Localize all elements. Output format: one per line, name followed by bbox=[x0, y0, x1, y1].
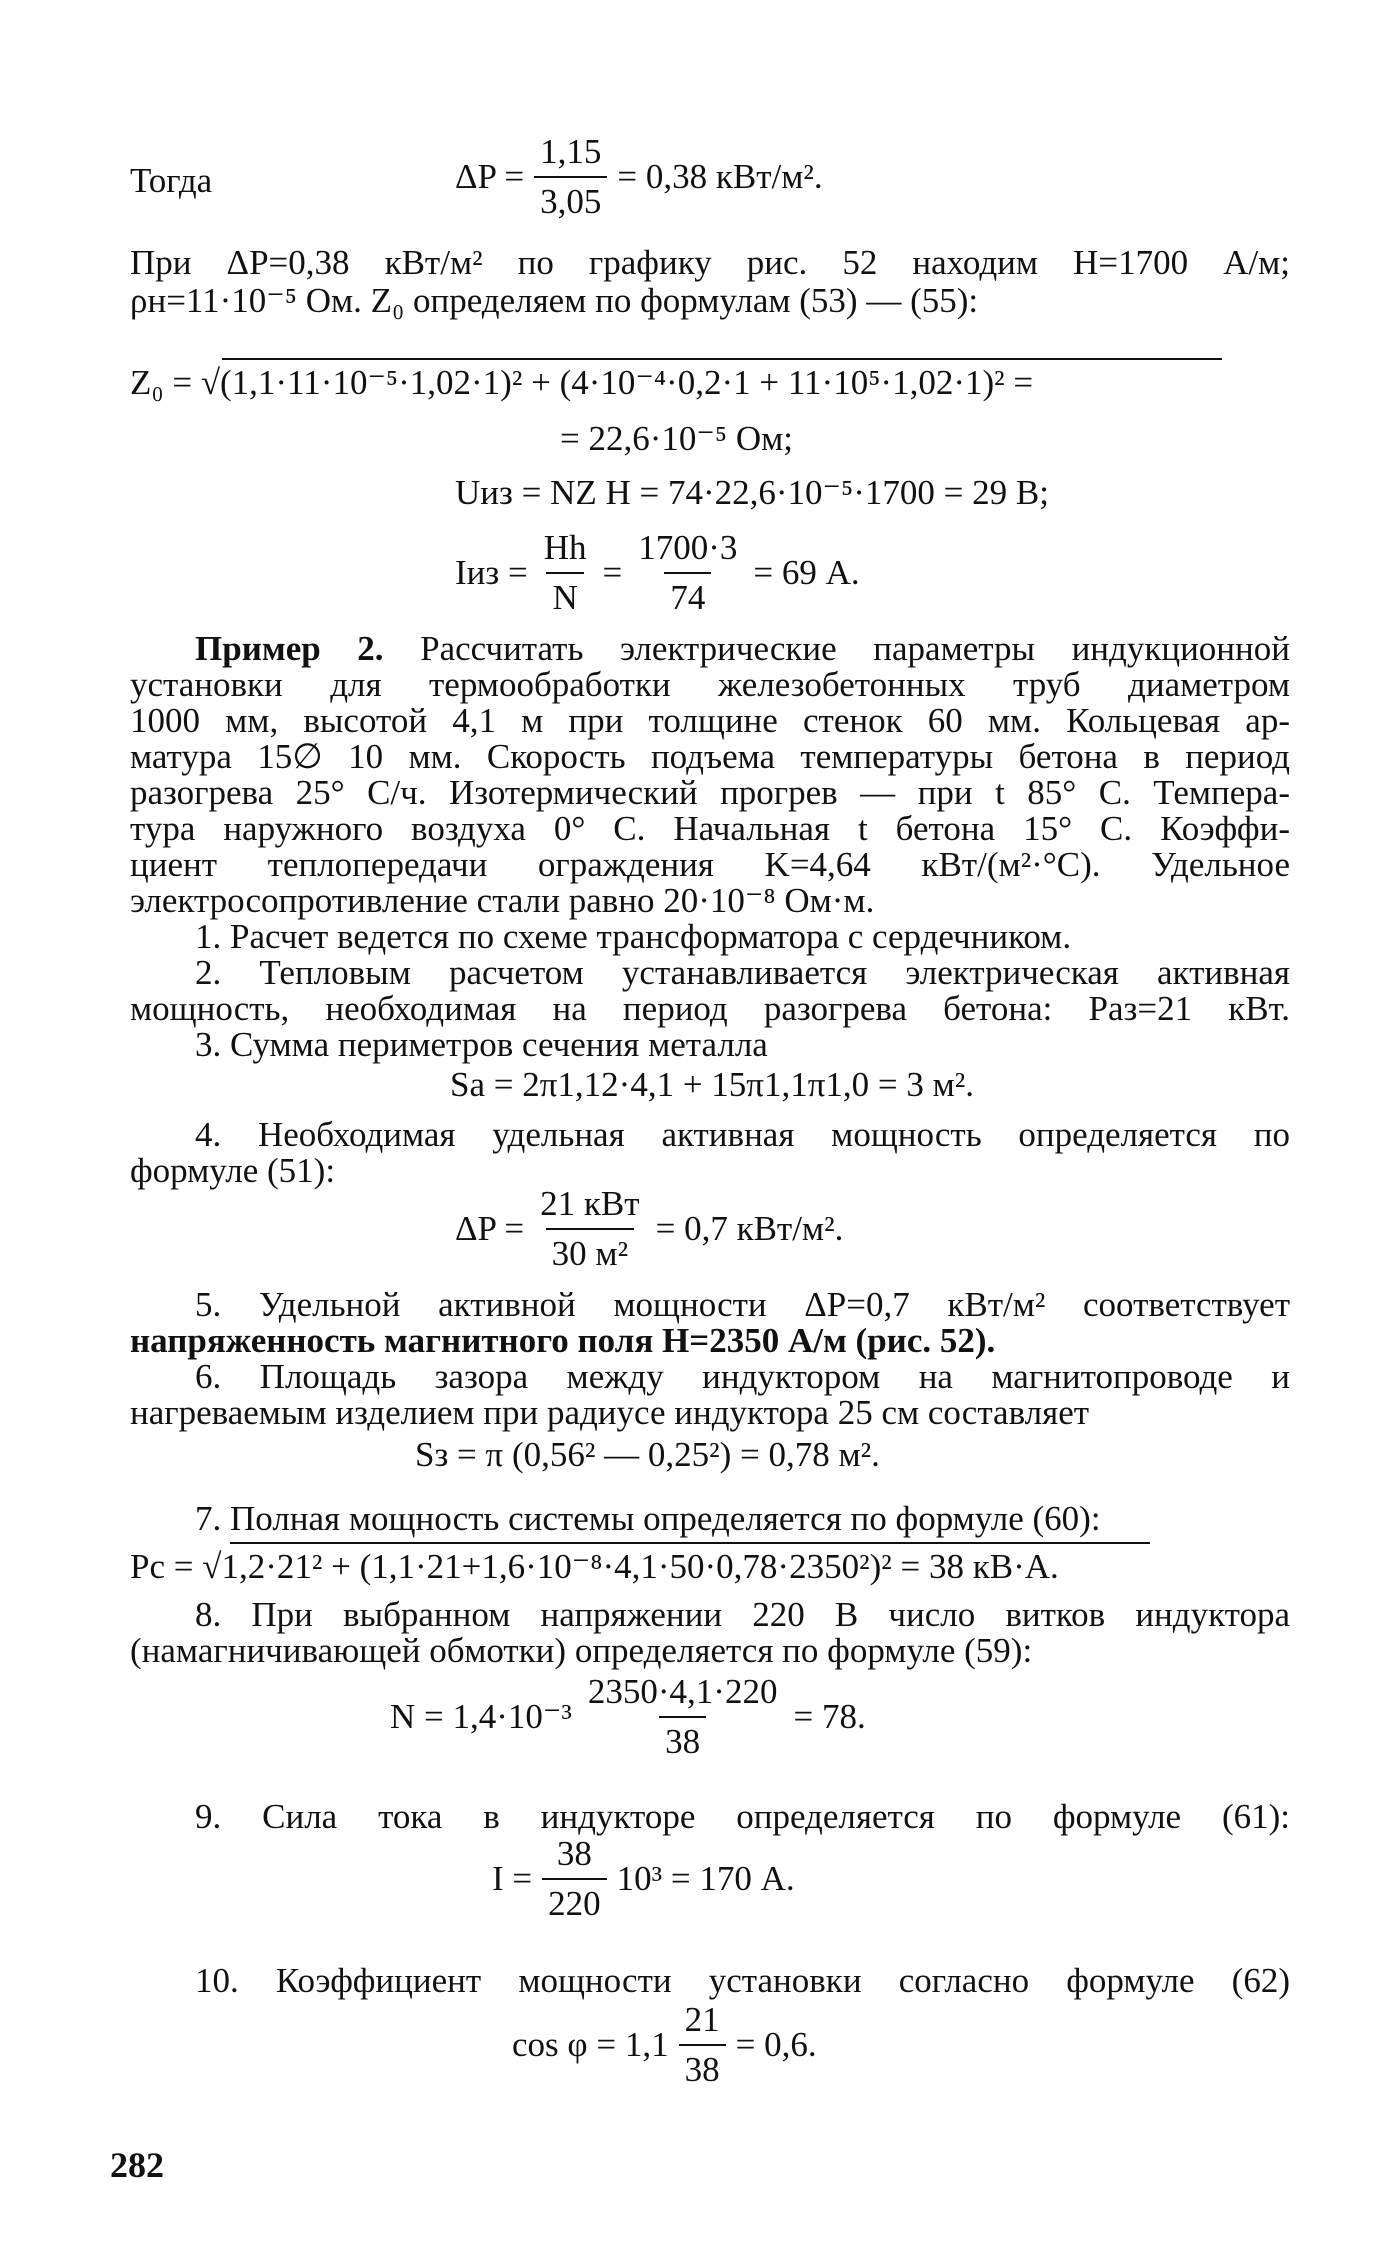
sqrt-overline-z0 bbox=[222, 358, 1222, 360]
eq-iiz-fraction-2 bbox=[632, 528, 743, 618]
eq-cos-rhs: = 0,6. bbox=[735, 2025, 817, 2064]
eq-cos-lhs: cos φ = 1,1 bbox=[512, 2025, 669, 2064]
eq-dp2 bbox=[455, 1184, 843, 1274]
eq-n-num: 2350·4,1·220 bbox=[587, 1672, 778, 1711]
eq-dp1-den: 3,05 bbox=[534, 176, 607, 222]
eq-sa: Sa = 2π1,12·4,1 + 15π1,1π1,0 = 3 м². bbox=[450, 1065, 975, 1104]
example2-line-6: тура наружного воздуха 0° С. Начальная t бетона 15° С. Коэффи- bbox=[130, 809, 1290, 848]
para1-line-1: При ΔP=0,38 кВт/м² по графику рис. 52 находим H=1700 А/м; bbox=[130, 243, 1290, 282]
step-2-line-2: мощность, необходимая на период разогрева бетона: Pаз=21 кВт. bbox=[130, 989, 1290, 1028]
example2-line-5: разогрева 25° С/ч. Изотермический прогрев — при t 85° С. Темпера- bbox=[130, 773, 1290, 812]
example2-line-7: циент теплопередачи ограждения K=4,64 кВт/(м²·°С). Удельное bbox=[130, 845, 1290, 884]
eq-cos-den: 38 bbox=[679, 2044, 726, 2090]
eq-z0-line-2: = 22,6·10⁻⁵ Ом; bbox=[560, 419, 793, 458]
eq-dp1-fraction bbox=[534, 132, 607, 222]
eq-i-den: 220 bbox=[542, 1878, 607, 1924]
eq-dp1-lead: Тогда bbox=[130, 161, 213, 200]
eq-dp2-den: 30 м² bbox=[546, 1228, 634, 1274]
eq-dp2-num: 21 кВт bbox=[540, 1184, 640, 1223]
eq-dp2-lhs: ΔP = bbox=[455, 1209, 525, 1248]
example2-line-2: установки для термообработки железобетонных труб диаметром bbox=[130, 665, 1290, 704]
eq-iiz-num2: 1700·3 bbox=[638, 528, 738, 567]
eq-dp1-lhs: ΔP = bbox=[455, 157, 525, 196]
step-10: 10. Коэффициент мощности установки согласно формуле (62) bbox=[195, 1961, 1290, 2000]
step-5-line-2: напряженность магнитного поля H=2350 А/м (рис. 52). bbox=[130, 1321, 996, 1360]
step-6-line-1: 6. Площадь зазора между индуктором на магнитопроводе и bbox=[195, 1357, 1290, 1396]
eq-cos-fraction bbox=[679, 2000, 726, 2090]
eq-iiz bbox=[455, 528, 860, 618]
eq-i-fraction bbox=[542, 1834, 607, 1924]
step-4-line-2: формуле (51): bbox=[130, 1151, 336, 1190]
step-8-line-1: 8. При выбранном напряжении 220 В число витков индуктора bbox=[195, 1595, 1290, 1634]
step-4-line-1: 4. Необходимая удельная активная мощность определяется по bbox=[195, 1115, 1290, 1154]
example2-line-8: электросопротивление стали равно 20·10⁻⁸ Ом·м. bbox=[130, 881, 875, 920]
eq-iiz-mid: = bbox=[602, 553, 623, 592]
step-5-line-1: 5. Удельной активной мощности ΔP=0,7 кВт/м² соответствует bbox=[195, 1285, 1290, 1324]
eq-dp1-rhs: = 0,38 кВт/м². bbox=[617, 157, 823, 196]
para1-line-2: ρн=11·10⁻⁵ Ом. Z₀ определяем по формулам (53) — (55): bbox=[130, 281, 979, 320]
example2-title: Пример 2. bbox=[195, 629, 384, 668]
step-8-line-2: (намагничивающей обмотки) определяется по формуле (59): bbox=[130, 1631, 1033, 1670]
eq-i-rhs: 10³ = 170 А. bbox=[616, 1859, 795, 1898]
eq-iiz-fraction-1 bbox=[538, 528, 593, 618]
eq-dp2-rhs: = 0,7 кВт/м². bbox=[655, 1209, 844, 1248]
eq-iiz-num1: Hh bbox=[543, 528, 587, 567]
eq-cos bbox=[512, 2000, 817, 2090]
eq-n-lhs: N = 1,4·10⁻³ bbox=[390, 1697, 572, 1736]
eq-iiz-rhs: = 69 А. bbox=[753, 553, 860, 592]
eq-n-fraction bbox=[582, 1672, 784, 1762]
eq-dp2-fraction bbox=[534, 1184, 645, 1274]
example2-line-4: матура 15∅ 10 мм. Скорость подъема температуры бетона в период bbox=[130, 737, 1290, 776]
eq-z0-line-1: Z₀ = √(1,1·11·10⁻⁵·1,02·1)² + (4·10⁻⁴·0,2·1 + 11·10⁵·1,02·1)² = bbox=[130, 363, 1034, 402]
eq-iiz-lhs: Iиз = bbox=[455, 553, 528, 592]
eq-s3: Sз = π (0,56² — 0,25²) = 0,78 м². bbox=[415, 1435, 880, 1474]
example2-line-3: 1000 мм, высотой 4,1 м при толщине стенок 60 мм. Кольцевая ар- bbox=[130, 701, 1290, 740]
eq-cos-num: 21 bbox=[684, 2000, 720, 2039]
eq-pc: Pс = √1,2·21² + (1,1·21+1,6·10⁻⁸·4,1·50·0,78·2350²)² = 38 кВ·А. bbox=[130, 1547, 1059, 1586]
eq-iiz-den2: 74 bbox=[664, 572, 711, 618]
step-9: 9. Сила тока в индукторе определяется по формуле (61): bbox=[195, 1797, 1290, 1836]
eq-iiz-den1: N bbox=[546, 572, 583, 618]
eq-i-lhs: I = bbox=[492, 1859, 533, 1898]
sqrt-overline-pc bbox=[230, 1542, 1150, 1544]
eq-dp1 bbox=[455, 132, 823, 222]
step-3: 3. Сумма периметров сечения металла bbox=[195, 1025, 768, 1064]
step-2-line-1: 2. Тепловым расчетом устанавливается электрическая активная bbox=[195, 953, 1290, 992]
step-6-line-2: нагреваемым изделием при радиусе индуктора 25 см составляет bbox=[130, 1393, 1090, 1432]
eq-i-num: 38 bbox=[556, 1834, 592, 1873]
eq-n-rhs: = 78. bbox=[793, 1697, 866, 1736]
eq-n-den: 38 bbox=[659, 1716, 706, 1762]
eq-z0-line-3: Uиз = NZ H = 74·22,6·10⁻⁵·1700 = 29 В; bbox=[455, 473, 1049, 512]
example2-line-1-text: Рассчитать электрические параметры индукционной bbox=[420, 629, 1290, 668]
eq-i bbox=[492, 1834, 795, 1924]
step-7: 7. Полная мощность системы определяется по формуле (60): bbox=[195, 1499, 1101, 1538]
step-1: 1. Расчет ведется по схеме трансформатора с сердечником. bbox=[195, 917, 1072, 956]
eq-dp1-num: 1,15 bbox=[540, 132, 602, 171]
page-number: 282 bbox=[110, 2145, 164, 2185]
eq-n bbox=[390, 1672, 866, 1762]
